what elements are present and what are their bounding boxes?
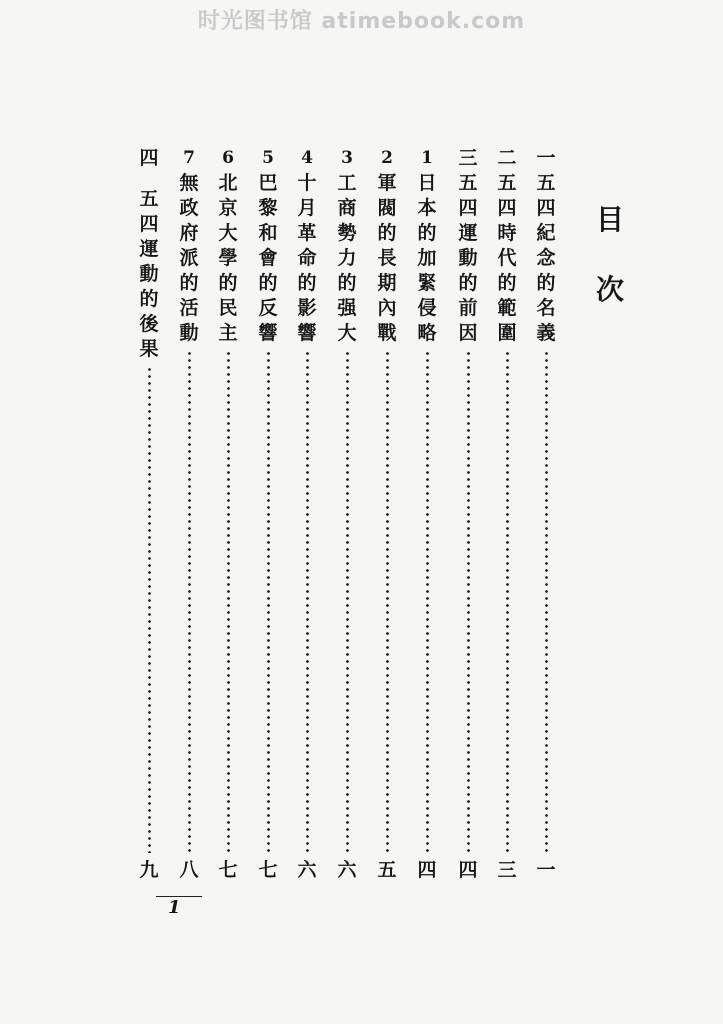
toc-title-char: 因 — [458, 322, 478, 344]
toc-entry — [531, 145, 561, 883]
toc-entry — [174, 145, 204, 883]
toc-title-char: 府 — [179, 222, 199, 244]
toc-title-char: 念 — [536, 247, 556, 269]
toc-leader-dots — [227, 350, 230, 853]
toc-title-char: 强 — [337, 297, 357, 319]
toc-title-char: 命 — [297, 247, 317, 269]
toc-title-char: 力 — [337, 247, 357, 269]
toc-leader-dots — [545, 350, 548, 853]
toc-entry-page: 六 — [337, 859, 357, 881]
toc-entry-title — [297, 171, 316, 346]
toc-title-char: 和 — [258, 222, 278, 244]
page-number: 1 — [168, 897, 181, 918]
toc-title-char: 四 — [139, 213, 159, 235]
toc-entry — [453, 145, 483, 883]
page-title — [585, 203, 635, 310]
toc-entry-title — [337, 171, 356, 346]
toc-title-char: 閥 — [377, 197, 397, 219]
toc-title-char: 大 — [337, 322, 357, 344]
toc-entry — [372, 145, 402, 883]
toc-title-char: 本 — [417, 197, 437, 219]
toc-title-char: 響 — [297, 322, 317, 344]
toc-title-char: 政 — [179, 197, 199, 219]
toc-title-char: 後 — [139, 313, 159, 335]
toc-entry-title — [536, 171, 555, 346]
toc-title-char: 商 — [337, 197, 357, 219]
toc-title-char: 主 — [218, 322, 238, 344]
toc-leader-dots — [306, 350, 309, 853]
toc-title-char: 月 — [297, 197, 317, 219]
toc-entry — [134, 145, 164, 883]
toc-title-char: 時 — [497, 222, 517, 244]
toc-entry-page: 一 — [536, 859, 556, 881]
toc-title-char: 五 — [497, 172, 517, 194]
toc-title-char: 加 — [417, 247, 437, 269]
toc-title-char: 活 — [179, 297, 199, 319]
toc-title-char: 影 — [297, 297, 317, 319]
toc-title-char: 侵 — [417, 297, 437, 319]
toc-title-char: 的 — [258, 272, 278, 294]
toc-title-char: 紀 — [536, 222, 556, 244]
toc-entry-title — [377, 171, 396, 346]
toc-entry-page: 三 — [497, 859, 517, 881]
toc-title-char: 動 — [179, 322, 199, 344]
toc-title-char: 的 — [337, 272, 357, 294]
toc-title-char: 緊 — [417, 272, 437, 294]
toc-entry-title — [417, 171, 436, 346]
toc-entry-number: 2 — [381, 148, 393, 168]
toc-entry-title — [258, 171, 277, 346]
toc-title-char: 期 — [377, 272, 397, 294]
toc-title-char: 民 — [218, 297, 238, 319]
toc-leader-dots — [346, 350, 349, 853]
toc-title-char: 的 — [536, 272, 556, 294]
toc-entry-page: 六 — [297, 859, 317, 881]
toc-title-char: 革 — [297, 222, 317, 244]
toc-title-char: 動 — [139, 263, 159, 285]
toc-entry — [292, 145, 322, 883]
toc-title-char: 的 — [458, 272, 478, 294]
toc-entry-title — [497, 171, 516, 346]
toc-title-char: 義 — [536, 322, 556, 344]
toc-leader-dots — [267, 350, 270, 853]
toc-entry-number: 三 — [458, 147, 478, 169]
toc-title-char: 四 — [536, 197, 556, 219]
toc-entry-number: 5 — [262, 148, 274, 168]
toc-title-char: 圍 — [497, 322, 517, 344]
toc-title-char: 前 — [458, 297, 478, 319]
toc-title-char: 北 — [218, 172, 238, 194]
toc-title-char: 運 — [458, 222, 478, 244]
toc-entry-number: 二 — [497, 147, 517, 169]
toc-title-char: 範 — [497, 297, 517, 319]
toc-leader-dots — [467, 350, 470, 853]
toc-title-char: 名 — [536, 297, 556, 319]
toc-entry-title — [139, 187, 158, 362]
toc-entry — [492, 145, 522, 883]
toc-entry-page: 五 — [377, 859, 397, 881]
toc-title-char: 運 — [139, 238, 159, 260]
watermark: 时光图书馆 atimebook.com — [197, 9, 526, 34]
toc-title-char: 的 — [417, 222, 437, 244]
toc-title-char: 派 — [179, 247, 199, 269]
toc-title-char: 長 — [377, 247, 397, 269]
toc-title-char: 大 — [218, 222, 238, 244]
title-char: 目 — [595, 203, 624, 236]
toc-entry-title — [458, 171, 477, 346]
toc-title-char: 五 — [458, 172, 478, 194]
toc-entry-number: 7 — [183, 148, 195, 168]
toc-title-char: 的 — [297, 272, 317, 294]
toc-title-char: 五 — [139, 188, 159, 210]
toc-title-char: 工 — [337, 172, 357, 194]
toc-entry-page: 四 — [458, 859, 478, 881]
toc-title-char: 四 — [458, 197, 478, 219]
toc-title-char: 軍 — [377, 172, 397, 194]
toc-leader-dots — [426, 350, 429, 853]
toc-entry — [332, 145, 362, 883]
toc-leader-dots — [148, 366, 151, 853]
toc-title-char: 果 — [139, 338, 159, 360]
toc-entry — [412, 145, 442, 883]
toc-title-char: 的 — [218, 272, 238, 294]
toc-title-char: 代 — [497, 247, 517, 269]
toc-entry-number: 四 — [139, 147, 159, 169]
toc-title-char: 動 — [458, 247, 478, 269]
toc-title-char: 戰 — [377, 322, 397, 344]
toc-title-char: 響 — [258, 322, 278, 344]
toc-title-char: 勢 — [337, 222, 357, 244]
toc-entry-number: 一 — [536, 147, 556, 169]
toc-entry-page: 七 — [258, 859, 278, 881]
toc-title-char: 黎 — [258, 197, 278, 219]
toc-title-char: 巴 — [258, 172, 278, 194]
toc-title-char: 的 — [497, 272, 517, 294]
toc-title-char: 四 — [497, 197, 517, 219]
toc-entry-page: 九 — [139, 859, 159, 881]
toc-entry-title — [218, 171, 237, 346]
toc-title-char: 反 — [258, 297, 278, 319]
toc-entry-number: 6 — [222, 148, 234, 168]
toc-entry-number: 4 — [301, 148, 313, 168]
title-char: 次 — [595, 273, 624, 306]
toc-entry-page: 八 — [179, 859, 199, 881]
toc-entry — [253, 145, 283, 883]
toc-entry-number: 3 — [341, 148, 353, 168]
toc-title-char: 日 — [417, 172, 437, 194]
toc-entry-page: 四 — [417, 859, 437, 881]
toc-title-char: 學 — [218, 247, 238, 269]
toc-title-char: 略 — [417, 322, 437, 344]
toc-entry-title — [179, 171, 198, 346]
toc-title-char: 的 — [377, 222, 397, 244]
toc-leader-dots — [188, 350, 191, 853]
toc-title-char: 無 — [179, 172, 199, 194]
toc-title-char: 的 — [179, 272, 199, 294]
toc-title-char: 的 — [139, 288, 159, 310]
toc-leader-dots — [386, 350, 389, 853]
toc-title-char: 十 — [297, 172, 317, 194]
toc-title-char: 五 — [536, 172, 556, 194]
toc-entry-number: 1 — [421, 148, 433, 168]
toc-leader-dots — [506, 350, 509, 853]
toc-title-char: 內 — [377, 297, 397, 319]
toc-entry — [213, 145, 243, 883]
toc-entry-page: 七 — [218, 859, 238, 881]
toc-title-char: 會 — [258, 247, 278, 269]
toc-title-char: 京 — [218, 197, 238, 219]
